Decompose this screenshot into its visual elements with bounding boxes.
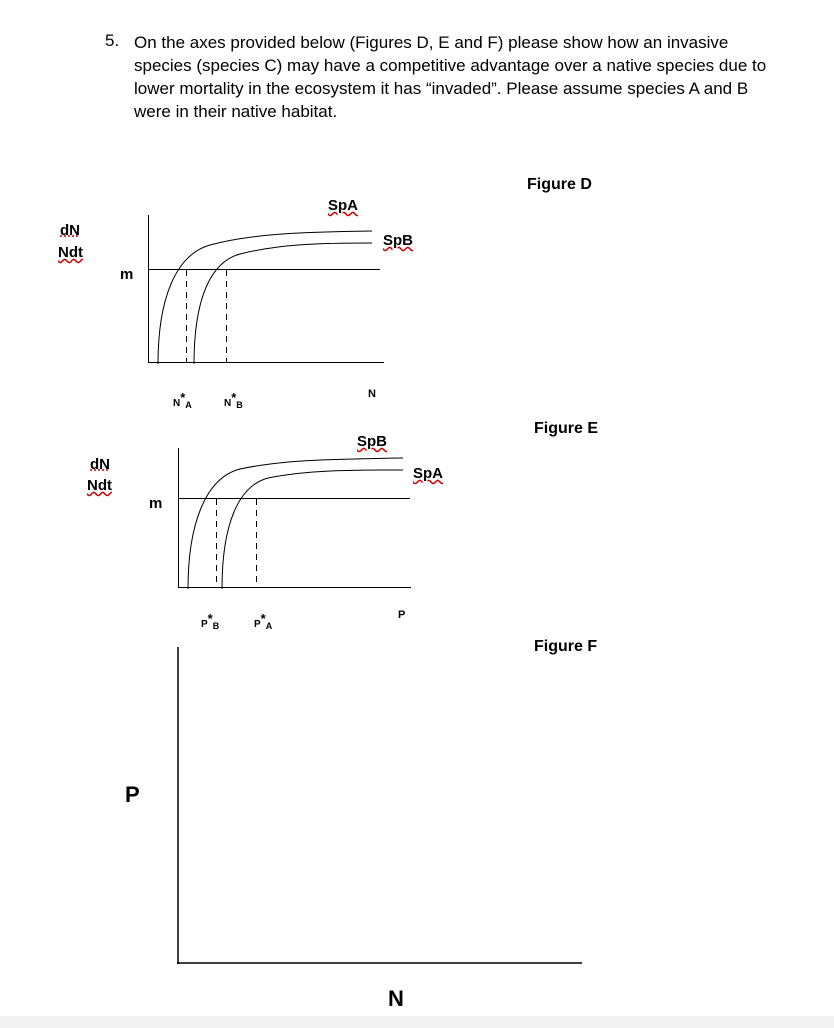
page-bottom-edge xyxy=(0,1016,834,1028)
figure-e-m-label: m xyxy=(149,495,163,512)
figure-e-equilibrium-a: P*A xyxy=(254,611,273,631)
figure-d-equilibrium-a: N*A xyxy=(173,390,192,410)
figure-f-y-axis-label: P xyxy=(125,782,140,807)
figure-e-equilibrium-b: P*B xyxy=(201,611,220,631)
figure-e-title: Figure E xyxy=(534,420,599,437)
figure-e-x-axis-label: P xyxy=(398,609,406,621)
figure-d-x-axis-label: N xyxy=(368,388,376,400)
figure-e-y-label-top: dN xyxy=(90,456,110,473)
figure-d-title: Figure D xyxy=(527,176,592,193)
figure-e-curve-b-label: SpB xyxy=(357,433,387,450)
figure-d-equilibrium-b: N*B xyxy=(224,390,243,410)
figure-d-y-label-bottom: Ndt xyxy=(58,244,83,261)
figure-e-curve-a-label: SpA xyxy=(413,465,443,482)
figure-d-m-label: m xyxy=(120,266,134,283)
figure-f-x-axis-label: N xyxy=(388,986,404,1011)
figure-e-y-label-bottom: Ndt xyxy=(87,477,112,494)
figure-d-curve-a-label: SpA xyxy=(328,197,358,214)
figure-f-title: Figure F xyxy=(534,638,598,655)
figure-d-y-label-top: dN xyxy=(60,222,80,239)
question-text: On the axes provided below (Figures D, E and F) please show how an invasive species (species C) may have a competitive advantage over a native species due to lower mortality in the ecosystem it has “invaded”. Please assume species A and B were in their native habitat. xyxy=(134,33,767,121)
figure-d-curve-b-label: SpB xyxy=(383,232,413,249)
question-number: 5. xyxy=(105,31,120,50)
